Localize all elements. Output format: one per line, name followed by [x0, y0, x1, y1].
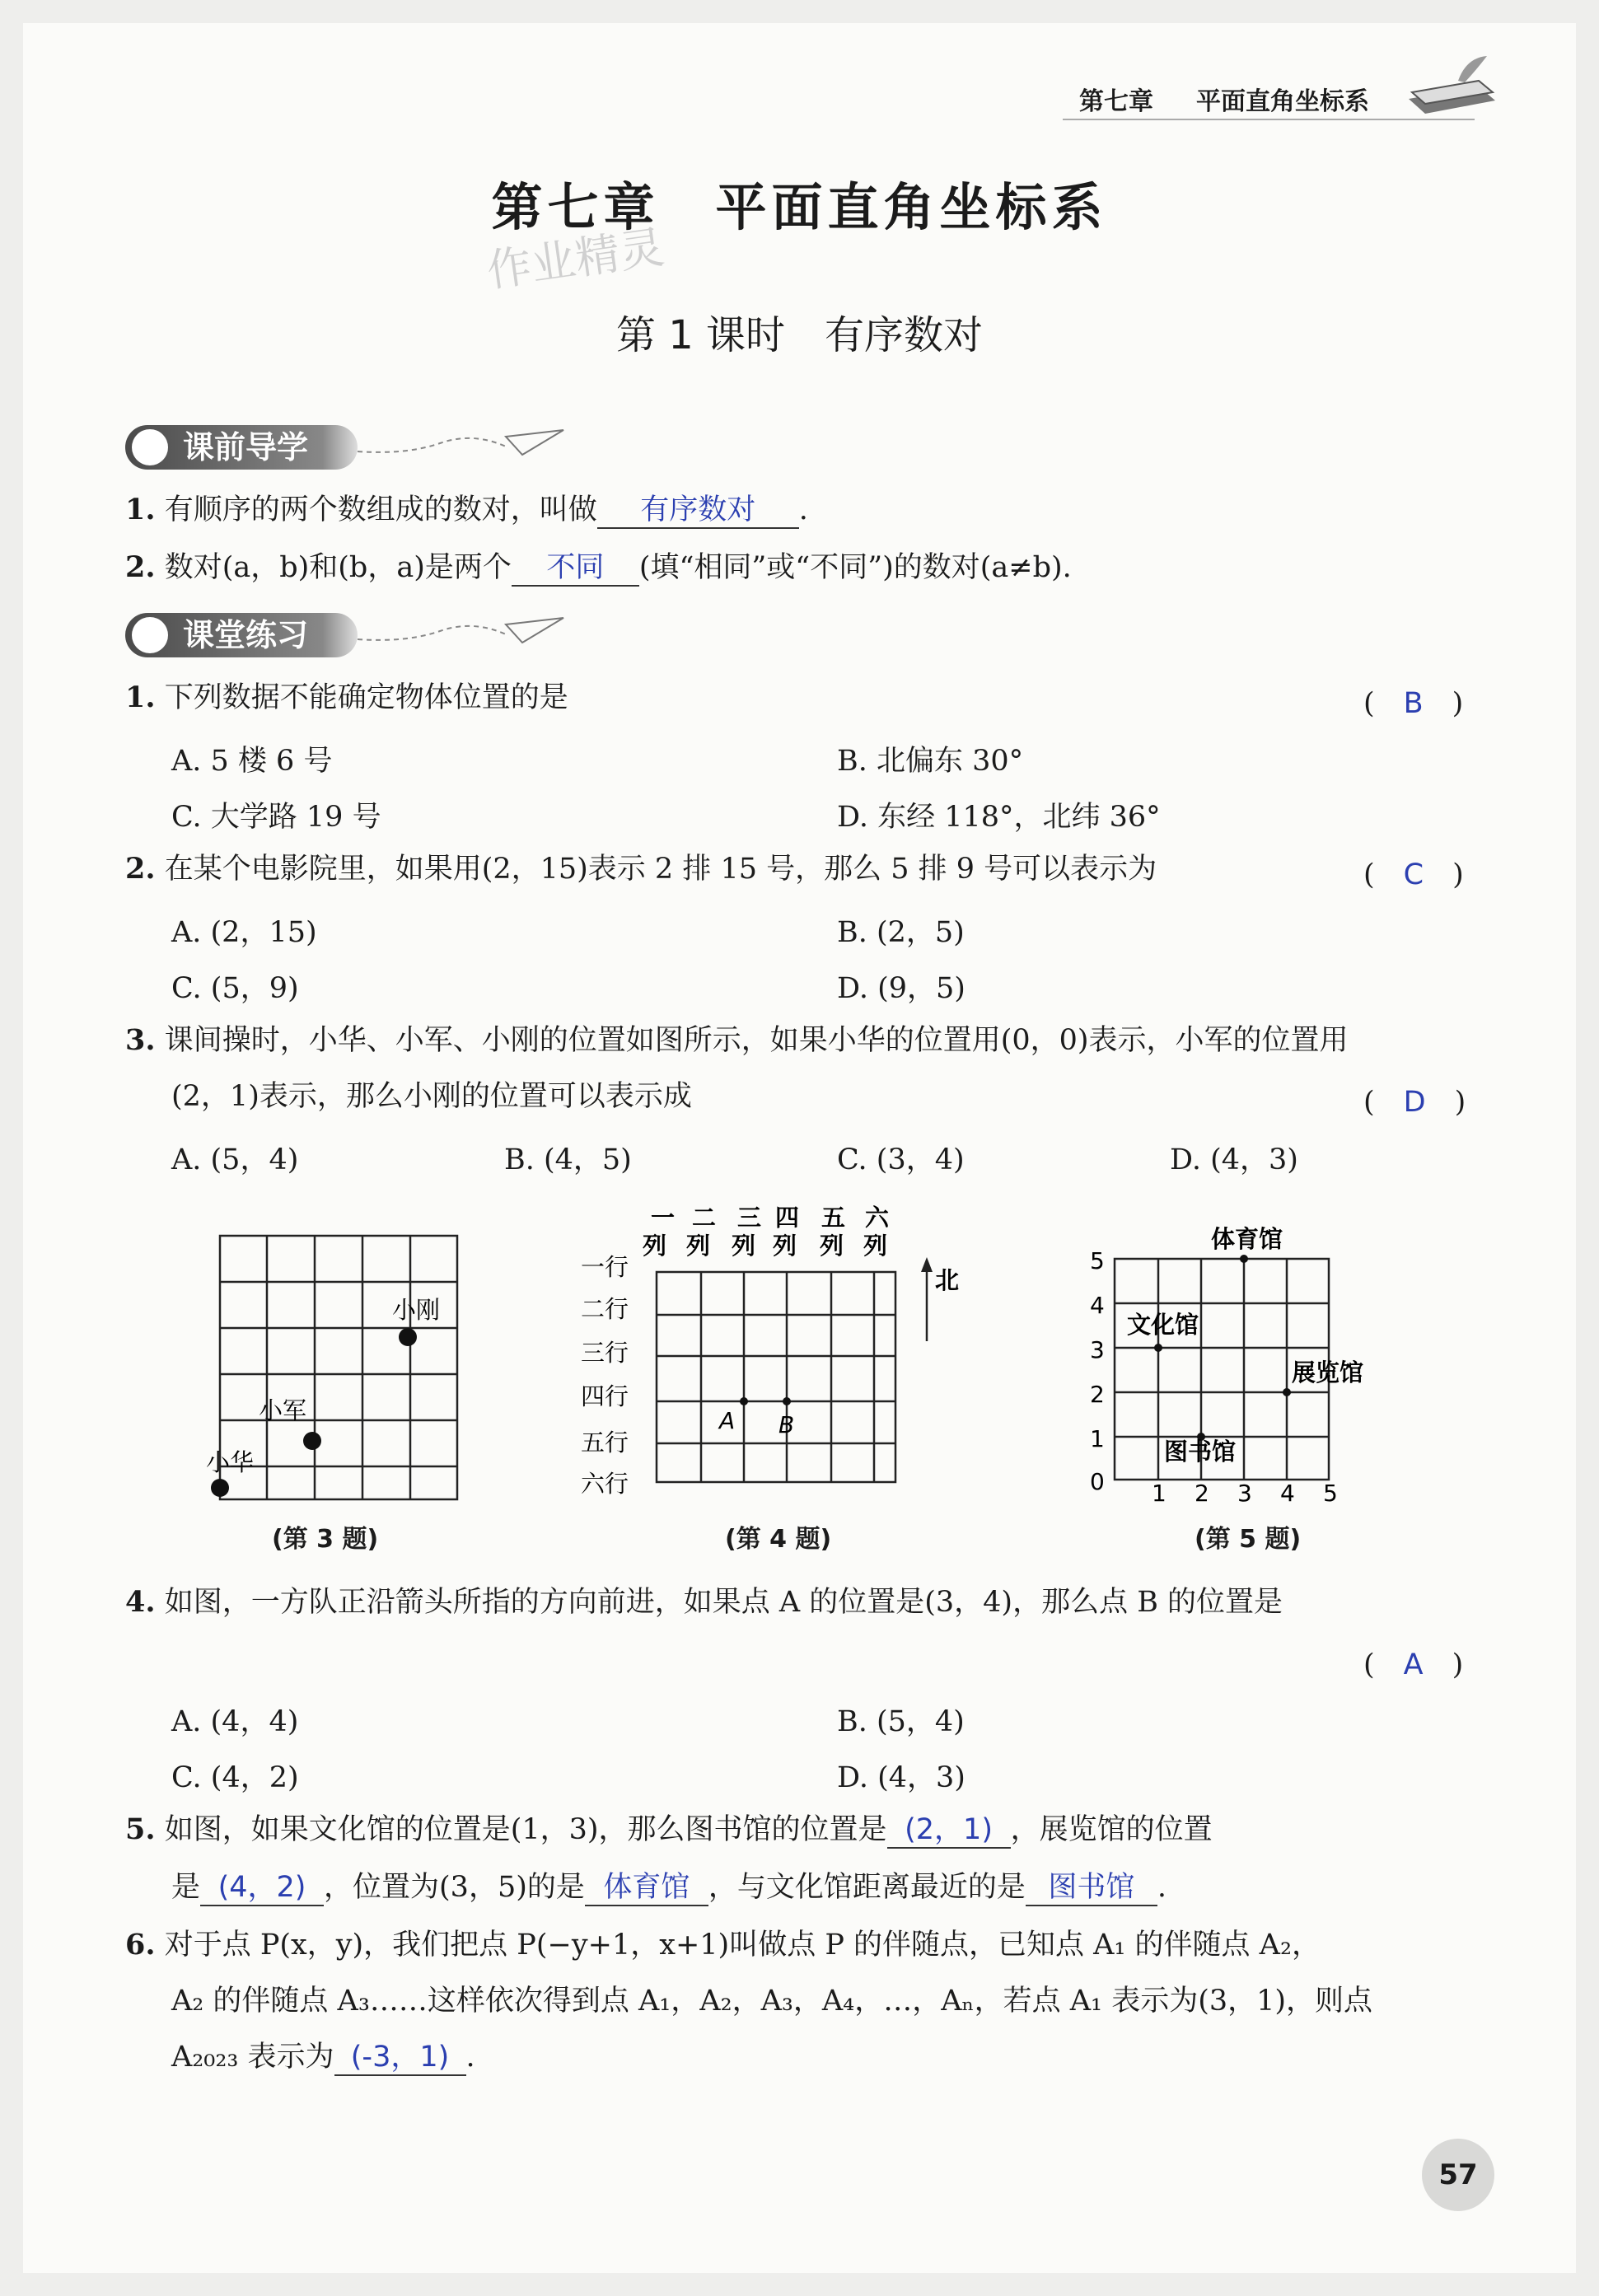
- row-label: 六行: [581, 1470, 629, 1498]
- books-icon: [1400, 49, 1499, 124]
- question-6-line-3: [171, 2040, 475, 2076]
- answer-blank: 有序数对: [597, 493, 799, 529]
- header-title: 平面直角坐标系: [1196, 87, 1369, 116]
- figure-3-caption: (第 3 题): [272, 1525, 379, 1554]
- point-a: [740, 1397, 748, 1405]
- col-label: 六: [865, 1204, 890, 1232]
- option-b: B. 北偏东 30°: [837, 745, 1024, 778]
- point-gym: [1240, 1255, 1248, 1263]
- col-label: 五: [821, 1204, 846, 1232]
- watermark: 作业精灵: [484, 221, 667, 297]
- option-a: A. (2，15): [171, 916, 317, 949]
- y-tick: 5: [1090, 1247, 1105, 1274]
- answer-choice: C: [1403, 858, 1424, 891]
- answer-choice: A: [1403, 1648, 1424, 1681]
- point-xiaohua: [211, 1479, 229, 1497]
- answer-blank: (2，1): [887, 1812, 1011, 1849]
- question-text: 如图，: [164, 1813, 251, 1846]
- question-text: 是: [171, 1871, 201, 1904]
- question-3: [125, 1023, 1349, 1058]
- question-number: 1.: [125, 680, 156, 714]
- option-d: D. 东经 118°，北纬 36°: [837, 801, 1161, 834]
- question-number: 5.: [125, 1812, 156, 1846]
- x-tick: 2: [1195, 1480, 1209, 1507]
- option-d: D. (9，5): [837, 972, 965, 1005]
- col-label: 二: [692, 1204, 717, 1232]
- north-label: 北: [935, 1266, 960, 1294]
- question-number: 2.: [125, 852, 156, 886]
- question-number: 2.: [125, 550, 156, 584]
- x-tick: 1: [1152, 1480, 1167, 1507]
- option-c: C. (5，9): [171, 972, 299, 1005]
- answer-paren-4: ( A ): [1363, 1648, 1464, 1681]
- option-b: B. (2，5): [837, 916, 965, 949]
- y-tick: 3: [1090, 1336, 1105, 1363]
- question-text: 在某个电影院里，如果用(2，15)表示 2 排 15 号，那么 5 排 9 号可以表示为: [164, 853, 1157, 886]
- answer-choice: B: [1403, 687, 1424, 720]
- x-tick: 3: [1237, 1480, 1252, 1507]
- question-6-line-2: A₂ 的伴随点 A₃……这样依次得到点 A₁，A₂，A₃，A₄，…，Aₙ，若点 A₁ 表示为(3，1)，则点: [171, 1985, 1373, 2018]
- option-c: C. (3，4): [837, 1143, 965, 1176]
- row-label: 一行: [581, 1253, 629, 1281]
- point-b: [783, 1397, 791, 1405]
- row-label: 二行: [581, 1295, 629, 1323]
- y-tick: 1: [1090, 1425, 1105, 1452]
- figure-4: [581, 1199, 960, 1513]
- magnifier-icon: [132, 617, 168, 653]
- answer-paren-3: ( D ): [1363, 1086, 1466, 1119]
- question-text: 下列数据不能确定物体位置的是: [164, 681, 568, 714]
- svg-text:列: 列: [686, 1232, 711, 1260]
- label-gym: 体育馆: [1211, 1225, 1283, 1253]
- figure-5: [1086, 1211, 1382, 1516]
- label-culture: 文化馆: [1127, 1311, 1199, 1339]
- question-number: 4.: [125, 1585, 156, 1619]
- option-b: B. (4，5): [504, 1143, 632, 1176]
- question-number: 1.: [125, 493, 156, 526]
- question-text: ，位置为(3，5)的是: [324, 1871, 585, 1904]
- question-text: 数对(a，b)和(b，a)是两个: [164, 551, 512, 584]
- answer-blank: 图书馆: [1026, 1870, 1157, 1906]
- question-text: .: [798, 493, 808, 526]
- row-label: 五行: [581, 1429, 629, 1457]
- question-text: 对于点 P(x，y)，我们把点 P(−y+1，x+1)叫做点 P 的伴随点，已知点 A₁ 的伴随点 A₂，: [164, 1929, 1321, 1962]
- question-number: 6.: [125, 1928, 156, 1962]
- label-library: 图书馆: [1164, 1438, 1237, 1466]
- magnifier-icon: [132, 429, 168, 465]
- question-text: A₂₀₂₃ 表示为: [171, 2041, 334, 2074]
- pre-question-1: [125, 493, 808, 529]
- label-exhibition: 展览馆: [1292, 1358, 1364, 1386]
- point-culture: [1154, 1344, 1162, 1352]
- chapter-title: 第七章 平面直角坐标系: [491, 177, 1108, 237]
- x-tick: 5: [1323, 1480, 1338, 1507]
- row-label: 三行: [581, 1339, 629, 1367]
- col-label: 四: [775, 1204, 800, 1232]
- question-text: .: [465, 2041, 475, 2074]
- question-number: 3.: [125, 1023, 156, 1057]
- y-tick: 4: [1090, 1292, 1105, 1319]
- point-xiaojun: [303, 1432, 321, 1450]
- answer-blank: 不同: [512, 550, 639, 587]
- section-class-badge: [125, 613, 358, 657]
- figure-3: [206, 1227, 478, 1524]
- question-text: .: [1157, 1871, 1167, 1904]
- svg-text:列: 列: [732, 1232, 756, 1260]
- north-arrow-head: [921, 1257, 933, 1272]
- question-text: 有顺序的两个数组成的数对，叫做: [164, 493, 597, 526]
- question-5-cont: [171, 1870, 1167, 1906]
- label-b: B: [778, 1411, 795, 1438]
- answer-blank: 体育馆: [585, 1870, 708, 1906]
- svg-text:列: 列: [773, 1232, 797, 1260]
- question-text-cont: (2，1)表示，那么小刚的位置可以表示成: [171, 1080, 692, 1113]
- question-6: [125, 1928, 1321, 1962]
- svg-text:列: 列: [643, 1232, 667, 1260]
- answer-blank: (-3，1): [334, 2040, 466, 2076]
- question-text: ，展览馆的位置: [1010, 1813, 1213, 1846]
- svg-text:列: 列: [820, 1232, 844, 1260]
- col-label: 三: [737, 1204, 762, 1232]
- svg-text:列: 列: [863, 1232, 888, 1260]
- header-chapter: 第七章: [1079, 87, 1153, 116]
- question-text: 如果文化馆的位置是(1，3)，那么图书馆的位置是: [250, 1813, 887, 1846]
- question-text: (填“相同”或“不同”)的数对(a≠b).: [638, 551, 1072, 584]
- col-label: 一: [651, 1204, 676, 1232]
- label-xiaogang: 小刚: [392, 1296, 441, 1324]
- answer-blank: (4，2): [200, 1870, 324, 1906]
- option-c: C. 大学路 19 号: [171, 801, 381, 834]
- y-tick: 0: [1090, 1468, 1105, 1495]
- figure-5-caption: (第 5 题): [1195, 1525, 1302, 1554]
- x-tick: 4: [1280, 1480, 1295, 1507]
- answer-paren-2: ( C ): [1363, 858, 1464, 891]
- section-class-label: 课堂练习: [183, 617, 309, 653]
- section-pre-label: 课前导学: [183, 429, 309, 465]
- question-text: 课间操时，小华、小军、小刚的位置如图所示，如果小华的位置用(0，0)表示，小军的位置用: [164, 1024, 1349, 1057]
- question-4: [125, 1585, 1283, 1620]
- question-5: [125, 1812, 1213, 1849]
- question-text: ，与文化馆距离最近的是: [708, 1871, 1026, 1904]
- section-pre-badge: [125, 425, 358, 470]
- option-a: A. (4，4): [171, 1705, 299, 1738]
- paper-plane-icon: [358, 610, 572, 659]
- answer-paren-1: ( B ): [1363, 687, 1464, 720]
- option-a: A. 5 楼 6 号: [171, 745, 333, 778]
- question-1: [125, 680, 568, 715]
- paper-plane-icon: [358, 422, 572, 471]
- point-exhibition: [1283, 1388, 1291, 1396]
- page-number: 57: [1422, 2139, 1494, 2211]
- label-a: A: [719, 1407, 736, 1434]
- option-b: B. (5，4): [837, 1705, 965, 1738]
- pre-question-2: [125, 550, 1072, 587]
- label-xiaojun: 小军: [259, 1396, 307, 1424]
- option-d: D. (4，3): [1170, 1143, 1298, 1176]
- answer-choice: D: [1403, 1086, 1426, 1119]
- row-label: 四行: [581, 1382, 629, 1410]
- question-2: [125, 852, 1157, 886]
- label-xiaohua: 小华: [206, 1448, 255, 1476]
- figure-4-caption: (第 4 题): [725, 1525, 832, 1554]
- y-tick: 2: [1090, 1381, 1105, 1408]
- option-c: C. (4，2): [171, 1761, 299, 1794]
- question-text: 如图，一方队正沿箭头所指的方向前进，如果点 A 的位置是(3，4)，那么点 B 的位置是: [164, 1586, 1283, 1619]
- option-a: A. (5，4): [171, 1143, 299, 1176]
- lesson-title: 第 1 课时 有序数对: [615, 312, 984, 358]
- point-xiaogang: [399, 1328, 417, 1346]
- option-d: D. (4，3): [837, 1761, 965, 1794]
